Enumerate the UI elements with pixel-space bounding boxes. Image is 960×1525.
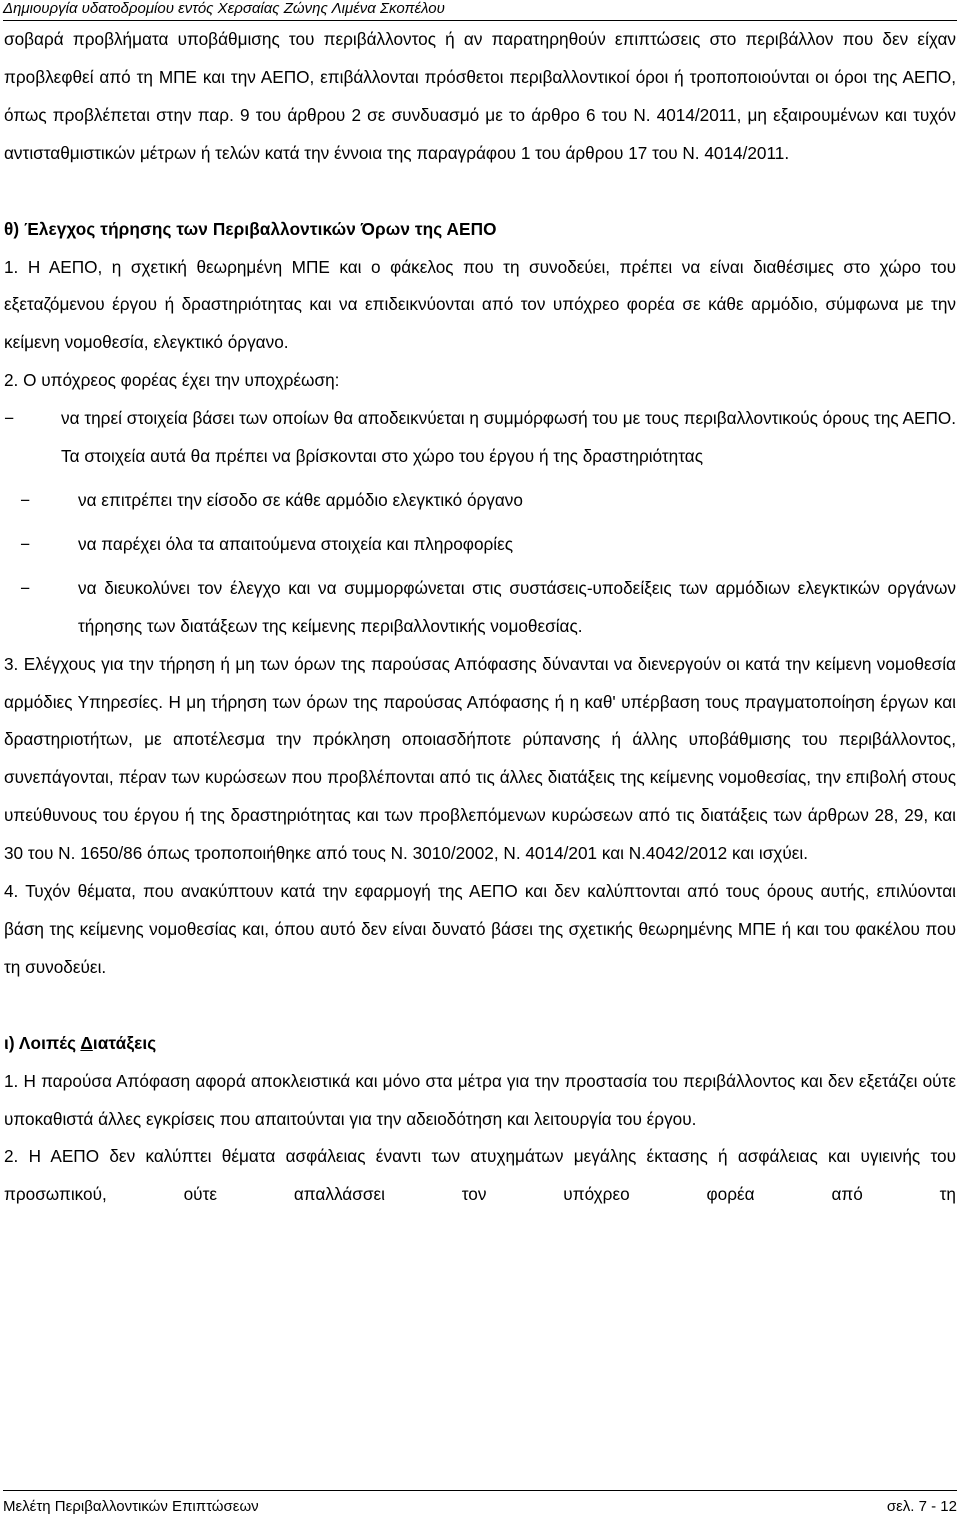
list-item [4,482,956,520]
dash-bullet-icon: − [20,489,31,510]
theta-paragraph-2: 2. Ο υπόχρεος φορέας έχει την υποχρέωση: [4,370,340,391]
theta-paragraph-3: 3. Ελέγχους για την τήρηση ή μη των όρων της παρούσας Απόφασης δύνανται να διενεργούν οι κατά την κείμενη νομοθεσία αρμόδιες Υπηρεσίες. Η μη τήρηση των όρων της παρούσας Απόφασης ή η καθ' υπέρβαση τους πραγματοποίηση έργων και δραστηριοτήτων, με αποτέλεσμα την πρόκληση οποιασδήποτε ρύπανσης ή άλλης υποβάθμισης του περιβάλλοντος, συνεπάγονται, πέραν των κυρώσεων που προβλέπονται από τις άλλες διατάξεις της κείμενης νομοθεσίας, την επιβολή στους υπεύθυνους του έργου ή της δραστηριότητας και των προβλεπόμενων κυρώσεων από τις διατάξεις των άρθρων 28, 29, και 30 του Ν. 1650/86 όπως τροποποιήθηκε από τους Ν. 3010/2002, Ν. 4014/201 και Ν.4042/2012 και ισχύει. [4,653,956,864]
list-item-text: να παρέχει όλα τα απαιτούμενα στοιχεία και πληροφορίες [78,533,514,554]
document-body [4,21,956,1214]
section-theta-heading: θ) Έλεγχος τήρησης των Περιβαλλοντικών Όρων της ΑΕΠΟ [4,218,497,239]
dash-bullet-icon: − [4,408,15,429]
theta-paragraph-1: 1. Η ΑΕΠΟ, η σχετική θεωρημένη ΜΠΕ και ο φάκελος που τη συνοδεύει, πρέπει να είναι διαθέσιμες στο χώρο του εξεταζόμενου έργου ή δραστηριότητας και να επιδεικνύονται από τον υπόχρεο φορέα σε κάθε αρμόδιο, σύμφωνα με την κείμενη νομοθεσία, ελεγκτικό όργανο. [4,256,956,353]
list-item [4,400,956,476]
list-item-text: να τηρεί στοιχεία βάσει των οποίων θα αποδεικνύεται η συμμόρφωσή του με τους περιβαλλοντικούς όρους της ΑΕΠΟ. Τα στοιχεία αυτά θα πρέπει να βρίσκονται στο χώρο του έργου ή της δραστηριότητας [61,408,956,467]
dash-bullet-icon: − [20,577,31,598]
list-item [4,570,956,646]
spacer [4,173,956,211]
heading-underlined-letter: Δ [80,1032,93,1053]
intro-paragraph: σοβαρά προβλήματα υποβάθμισης του περιβάλλοντος ή αν παρατηρηθούν επιπτώσεις στο περιβάλλον που δεν είχαν προβλεφθεί από τη ΜΠΕ και την ΑΕΠΟ, επιβάλλονται πρόσθετοι περιβαλλοντικοί όροι ή τροποποιούνται οι όροι της ΑΕΠΟ, όπως προβλέπεται στην παρ. 9 του άρθρου 2 σε συνδυασμό με το άρθρο 6 του Ν. 4014/2011, μη εξαιρουμένων και τυχόν αντισταθμιστικών μέτρων ή τελών κατά την έννοια της παραγράφου 1 του άρθρου 17 του Ν. 4014/2011. [4,29,956,163]
header-title: Δημιουργία υδατοδρομίου εντός Χερσαίας Ζώνης Λιμένα Σκοπέλου [3,0,445,17]
footer-document-title: Μελέτη Περιβαλλοντικών Επιπτώσεων [3,1498,259,1515]
page-number: σελ. 7 - 12 [886,1498,957,1515]
theta-paragraph-4: 4. Τυχόν θέματα, που ανακύπτουν κατά την εφαρμογή της ΑΕΠΟ και δεν καλύπτονται από τους όρους αυτής, επιλύονται βάση της κείμενης νομοθεσίας και, όπου αυτό δεν είναι δυνατό βάσει της σχετικής θεωρημένης ΜΠΕ ή και του φακέλου που τη συνοδεύει. [4,881,956,977]
iota-paragraph-1: 1. Η παρούσα Απόφαση αφορά αποκλειστικά και μόνο στα μέτρα για την προστασία του περιβάλλοντος και δεν εξετάζει ούτε υποκαθιστά άλλες εγκρίσεις που απαιτούνται για την αδειοδότηση και λειτουργία του έργου. [4,1070,956,1129]
heading-text: ι) Λοιπές [4,1032,81,1053]
section-iota-heading [4,1025,956,1063]
page-header [3,0,957,21]
heading-text: ιατάξεις [92,1032,157,1053]
spacer [4,987,956,1025]
dash-bullet-icon: − [20,533,31,554]
list-item-text: να επιτρέπει την είσοδο σε κάθε αρμόδιο ελεγκτικό όργανο [78,489,523,510]
list-item-text: να διευκολύνει τον έλεγχο και να συμμορφώνεται στις συστάσεις-υποδείξεις των αρμόδιων ελεγκτικών οργάνων τήρησης των διατάξεων της κείμενης περιβαλλοντικής νομοθεσίας. [78,577,956,636]
iota-paragraph-2: 2. Η ΑΕΠΟ δεν καλύπτει θέματα ασφάλειας έναντι των ατυχημάτων μεγάλης έκτασης ή ασφάλειας και υγιεινής του προσωπικού, ούτε απαλλάσσει τον υπόχρεο φορέα από τη [4,1146,956,1205]
list-item [4,526,956,564]
page-footer [3,1490,957,1515]
